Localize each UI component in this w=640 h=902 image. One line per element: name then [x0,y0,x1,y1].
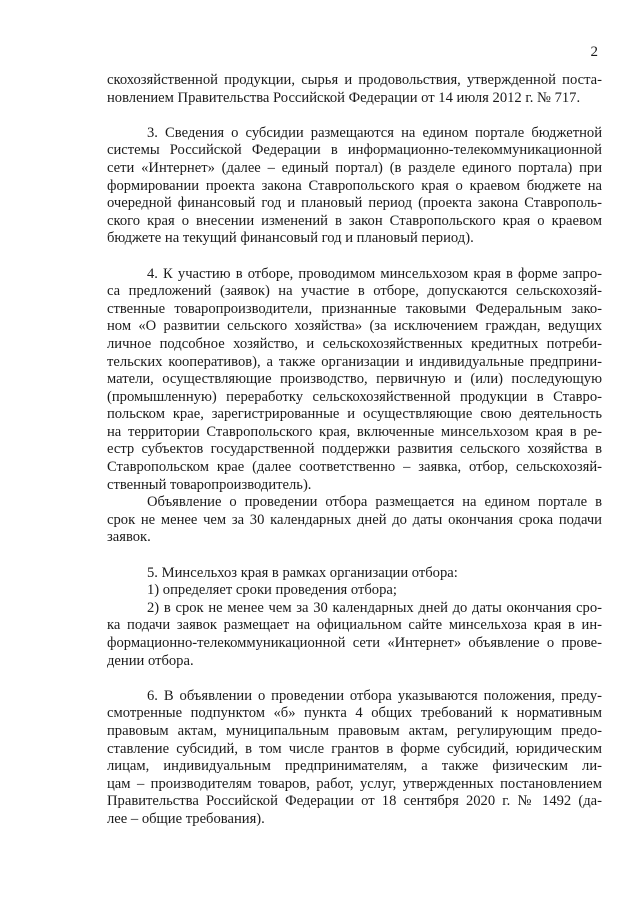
text-line: дении отбора. [107,652,194,669]
text-line: скохозяйственной продукции, сырья и продовольствия, утвержденной поста- [107,72,602,88]
text-line: цам – производителям товаров, работ, услуг, утвержденных постановлением [107,775,602,792]
text-line: правовым актам, муниципальным правовым актам, регулирующим предо- [107,722,602,739]
text-line: заявок. [107,529,151,546]
text-line: Правительства Российской Федерации от 18 сентября 2020 г. № 1492 (да- [107,793,602,810]
text-line: ном «О развитии сельского хозяйства» (за исключением граждан, ведущих [107,318,602,335]
text-line: (промышленную) переработку сельскохозяйственной продукции в Ставро- [107,388,602,405]
text-line: новлением Правительства Российской Федерации от 14 июля 2012 г. № 717. [107,89,581,106]
paragraph-5-item-1 [107,582,602,600]
text-line: личное подсобное хозяйство, и сельскохозяйственных кредитных потреби- [107,335,602,352]
paragraph-continuation [107,72,602,107]
text-line: ка подачи заявок размещает на официальном сайте минсельхоза края в ин- [107,617,602,634]
text-line: 5. Минсельхоз края в рамках организации отбора: [147,564,458,581]
paragraph-3 [107,125,602,248]
text-line: тельских кооперативов), а также организации и индивидуальные предприни- [107,353,602,370]
text-line: 2) в срок не менее чем за 30 календарных дней до даты окончания сро- [147,599,602,616]
text-line: 6. В объявлении о проведении отбора указываются положения, преду- [147,687,602,704]
page-number: 2 [590,44,598,60]
text-line: бюджете на текущий финансовый год и плановый период). [107,230,474,247]
text-line: срок не менее чем за 30 календарных дней до даты окончания срока подачи [107,511,602,528]
text-line: ставление субсидий, в том числе грантов в форме субсидий, юридическим [107,740,602,757]
text-line: Объявление о проведении отбора размещается на едином портале в [147,494,602,511]
text-line: ственный товаропроизводитель). [107,476,312,493]
text-line: системы Российской Федерации в информационно-телекоммуникационной [107,142,602,159]
text-line: са предложений (заявок) на участие в отборе, допускаются сельскохозяй- [107,283,602,300]
paragraph-4 [107,266,602,495]
text-line: смотренные подпунктом «б» пункта 4 общих требований к нормативным [107,705,602,722]
text-line: естр субъектов государственной поддержки развития сельского хозяйства в [107,441,602,458]
document-body [107,72,602,829]
text-line: польском крае, зарегистрированные и осуществляющие свою деятельность [107,406,602,423]
text-line: ственные товаропроизводители, признанные таковыми Федеральным зако- [107,300,602,317]
text-line: сети «Интернет» (далее – единый портал) (в разделе единого портала) при [107,159,602,176]
text-line: лицам, индивидуальным предпринимателям, а также физическим ли- [107,758,602,775]
paragraph-6 [107,688,602,829]
text-line: 1) определяет сроки проведения отбора; [147,582,397,599]
text-line: Ставропольском крае (далее соответственно – заявка, отбор, сельскохозяй- [107,459,602,476]
paragraph-4-announcement [107,494,602,547]
paragraph-5-item-2 [107,600,602,670]
text-line: очередной финансовый год и плановый период (проекта закона Ставрополь- [107,195,602,212]
text-line: матели, осуществляющие производство, первичную и (или) последующую [107,371,602,388]
text-line: на территории Ставропольского края, включенные минсельхозом края в ре- [107,423,602,440]
text-line: формационно-телекоммуникационной сети «Интернет» объявление о прове- [107,635,602,651]
text-line: 3. Сведения о субсидии размещаются на едином портале бюджетной [147,124,602,141]
text-line: лее – общие требования). [107,810,265,827]
text-line: 4. К участию в отборе, проводимом минсельхозом края в форме запро- [147,265,602,282]
paragraph-5 [107,565,602,583]
text-line: ского края о внесении изменений в закон Ставропольского края о краевом [107,212,602,229]
text-line: формировании проекта закона Ставропольского края о краевом бюджете на [107,177,602,194]
